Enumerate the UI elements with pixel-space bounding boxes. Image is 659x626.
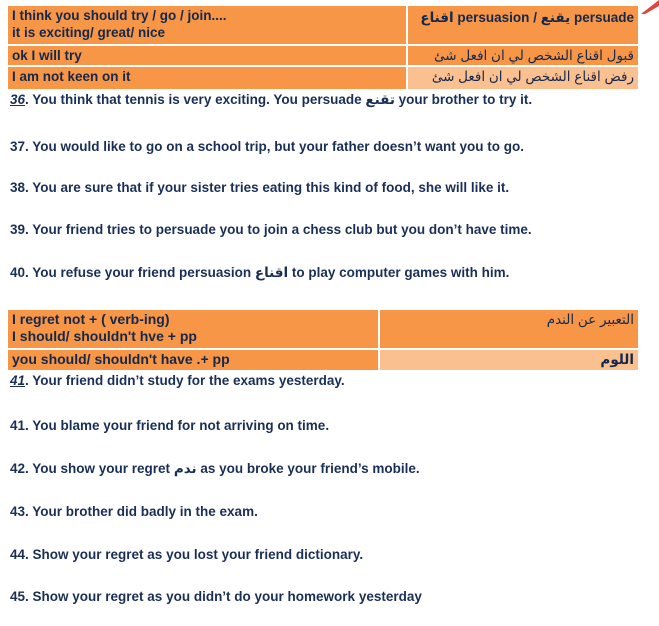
- question-38: 38. You are sure that if your sister tries eating this kind of food, she will like it.: [10, 180, 510, 195]
- refuse-phrase-cell: [8, 67, 406, 89]
- blame-phrase-cell: [8, 350, 378, 370]
- accept-meaning: قبول اقناع الشخص لي ان افعل شئ: [434, 48, 634, 63]
- regret-phrases-cell: [8, 310, 378, 348]
- accept-phrase: ok I will try: [12, 48, 82, 63]
- question-36: 36. You think that tennis is very exciting. You persuade تقنع your brother to try it.: [10, 92, 533, 107]
- persuade-phrase-1: I think you should try / go / join....: [12, 8, 227, 23]
- question-40: 40. You refuse your friend persuasion اقناع to play computer games with him.: [10, 265, 510, 280]
- refuse-meaning: رفض اقناع الشخص لي ان افعل شئ: [431, 69, 634, 84]
- persuade-phrase-2: it is exciting/ great/ nice: [12, 25, 166, 40]
- question-39: 39. Your friend tries to persuade you to join a chess club but you don’t have time.: [10, 222, 532, 237]
- persuade-meaning: persuade يقنع / persuasion اقناع: [420, 10, 634, 25]
- question-44: 44. Show your regret as you lost your friend dictionary.: [10, 547, 364, 562]
- regret-phrase-2: I should/ shouldn't hve + pp: [12, 328, 197, 344]
- blame-meaning: اللوم: [600, 352, 634, 367]
- question-42: 42. You show your regret ندم as you broke your friend’s mobile.: [10, 461, 420, 476]
- regret-phrase-1: I regret not + ( verb-ing): [12, 311, 170, 327]
- accept-meaning-cell: [408, 46, 638, 65]
- question-41a: 41. Your friend didn’t study for the exams yesterday.: [10, 373, 345, 388]
- persuade-meaning-cell: [408, 6, 638, 44]
- question-45: 45. Show your regret as you didn’t do your homework yesterday: [10, 589, 422, 604]
- blame-meaning-cell: [380, 350, 638, 370]
- accept-phrase-cell: [8, 46, 406, 65]
- refuse-meaning-cell: [408, 67, 638, 89]
- question-37: 37. You would like to go on a school trip, but your father doesn’t want you to go.: [10, 139, 525, 154]
- question-43: 43. Your brother did badly in the exam.: [10, 504, 258, 519]
- blame-phrase: you should/ shouldn't have .+ pp: [12, 351, 230, 367]
- regret-meaning: التعبير عن الندم: [546, 312, 634, 327]
- persuasion-phrases-cell: [8, 6, 406, 44]
- question-41b: 41. You blame your friend for not arriving on time.: [10, 418, 330, 433]
- refuse-phrase: I am not keen on it: [12, 69, 131, 84]
- regret-meaning-cell: [380, 310, 638, 348]
- corner-decoration: [637, 0, 659, 14]
